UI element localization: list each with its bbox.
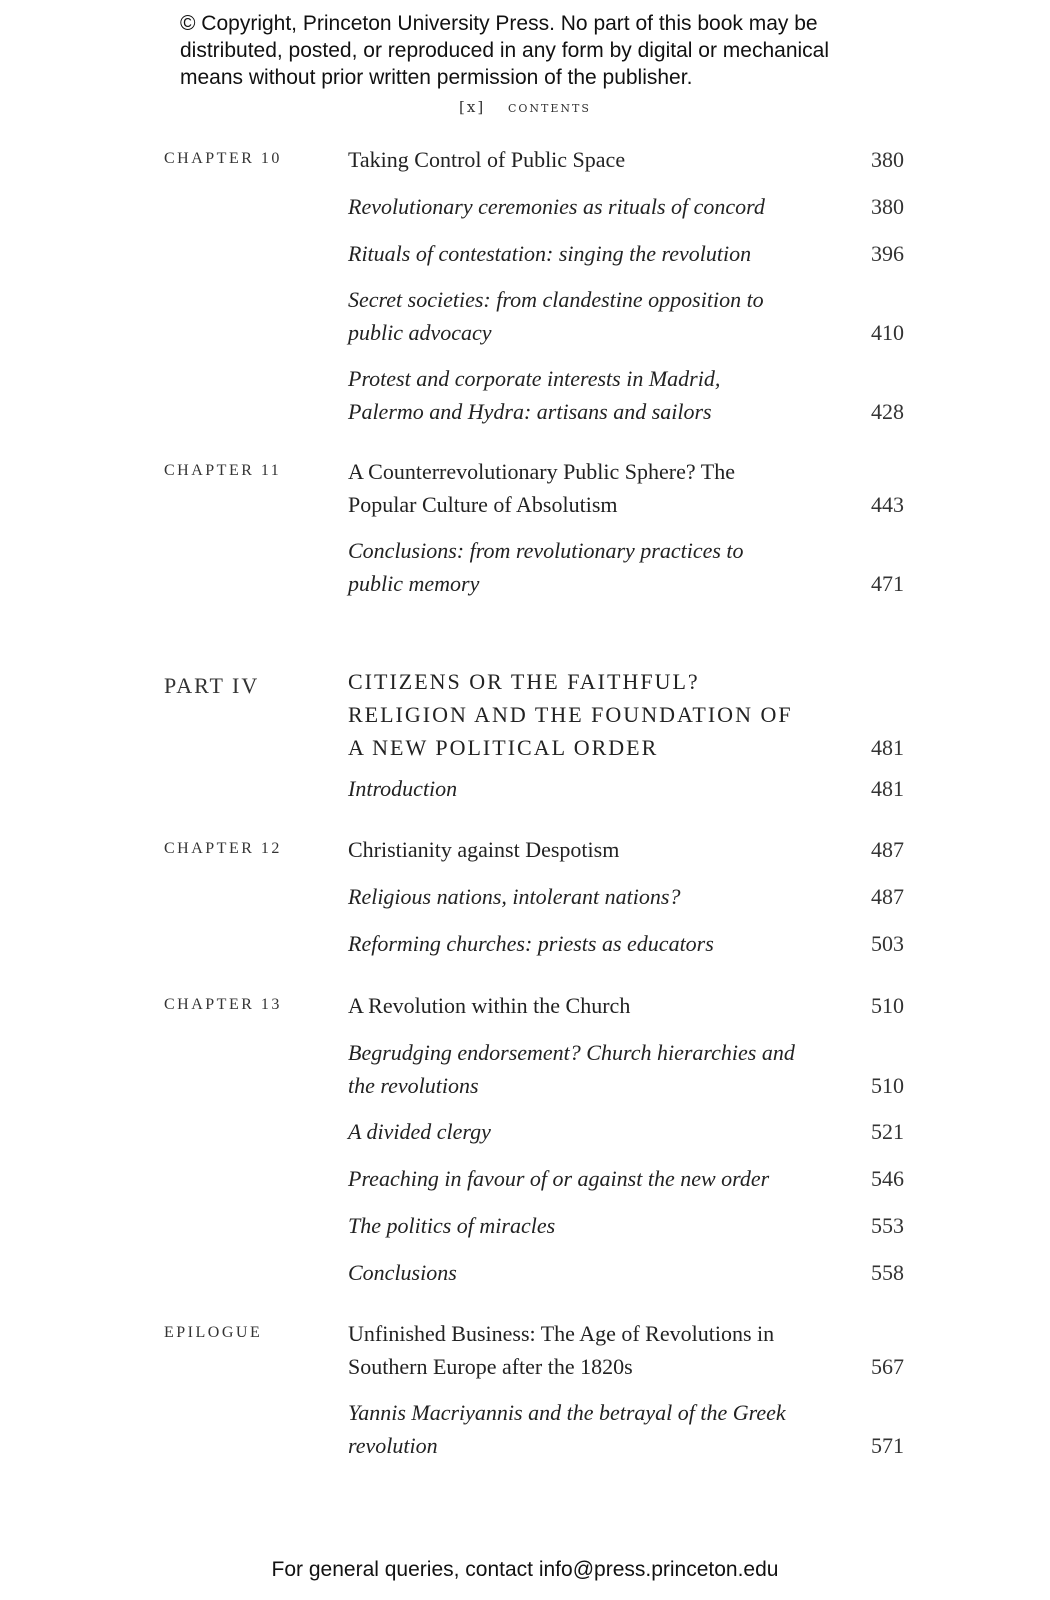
running-head-section: contents [508,98,591,116]
chapter-12-label: CHAPTER 12 [164,840,282,857]
toc-subentry-page: 558 [871,1260,904,1285]
toc-subentry[interactable]: Secret societies: from clandestine opposition to public advocacy [348,287,764,345]
toc-subentry-page: 510 [871,1073,904,1098]
toc-subentry[interactable]: Reforming churches: priests as educators [348,931,714,956]
epilogue-page: 567 [871,1354,904,1379]
toc-subentry-page: 521 [871,1119,904,1144]
toc-subentry-page: 471 [871,571,904,596]
toc-subentry-page: 380 [871,194,904,219]
page-folio: [x] [459,98,486,116]
toc-subentry[interactable]: Religious nations, intolerant nations? [348,884,681,909]
toc-subentry-page: 546 [871,1166,904,1191]
toc-subentry-page: 553 [871,1213,904,1238]
chapter-10-label: CHAPTER 10 [164,150,282,167]
chapter-11-page: 443 [871,492,904,517]
part-iv-label: PART IV [164,673,260,698]
copyright-line-3: means without prior written permission of the publisher. [180,66,693,89]
toc-subentry-page: 503 [871,931,904,956]
epilogue-title[interactable]: Unfinished Business: The Age of Revolutions in Southern Europe after the 1820s [348,1321,775,1379]
toc-subentry[interactable]: Yannis Macriyannis and the betrayal of the Greek revolution [348,1400,786,1458]
part-iv-title[interactable]: CITIZENS OR THE FAITHFUL? RELIGION AND THE FOUNDATION OF A NEW POLITICAL ORDER [348,669,793,760]
toc-subentry-page: 487 [871,884,904,909]
chapter-13-label: CHAPTER 13 [164,996,282,1013]
toc-subentry[interactable]: Introduction [348,776,458,801]
chapter-10-page: 380 [871,147,904,172]
toc-subentry[interactable]: Preaching in favour of or against the new order [348,1166,770,1191]
chapter-13-title[interactable]: A Revolution within the Church [348,993,631,1018]
toc-subentry[interactable]: Revolutionary ceremonies as rituals of concord [348,194,765,219]
toc-subentry[interactable]: Begrudging endorsement? Church hierarchies and the revolutions [348,1040,795,1098]
toc-subentry-page: 481 [871,776,904,801]
chapter-11-label: CHAPTER 11 [164,462,282,479]
part-iv-page: 481 [871,735,904,760]
toc-subentry[interactable]: Protest and corporate interests in Madrid, Palermo and Hydra: artisans and sailors [348,366,721,424]
epilogue-label: EPILOGUE [164,1324,263,1341]
toc-subentry-page: 571 [871,1433,904,1458]
chapter-11-title[interactable]: A Counterrevolutionary Public Sphere? The Popular Culture of Absolutism [348,459,735,517]
toc-subentry[interactable]: Rituals of contestation: singing the revolution [348,241,752,266]
chapter-10-title[interactable]: Taking Control of Public Space [348,147,626,172]
toc-subentry[interactable]: Conclusions: from revolutionary practices to public memory [348,538,744,596]
toc-subentry[interactable]: Conclusions [348,1260,457,1285]
toc-subentry[interactable]: A divided clergy [348,1119,491,1144]
copyright-line-1: © Copyright, Princeton University Press. No part of this book may be [180,12,818,35]
copyright-line-2: distributed, posted, or reproduced in any form by digital or mechanical [180,39,830,62]
toc-subentry[interactable]: The politics of miracles [348,1213,556,1238]
toc-subentry-page: 410 [871,320,904,345]
footer-contact: For general queries, contact info@press.princeton.edu [271,1558,779,1581]
chapter-12-page: 487 [871,837,904,862]
toc-subentry-page: 396 [871,241,904,266]
toc-subentry-page: 428 [871,399,904,424]
chapter-12-title[interactable]: Christianity against Despotism [348,837,620,862]
chapter-13-page: 510 [871,993,904,1018]
